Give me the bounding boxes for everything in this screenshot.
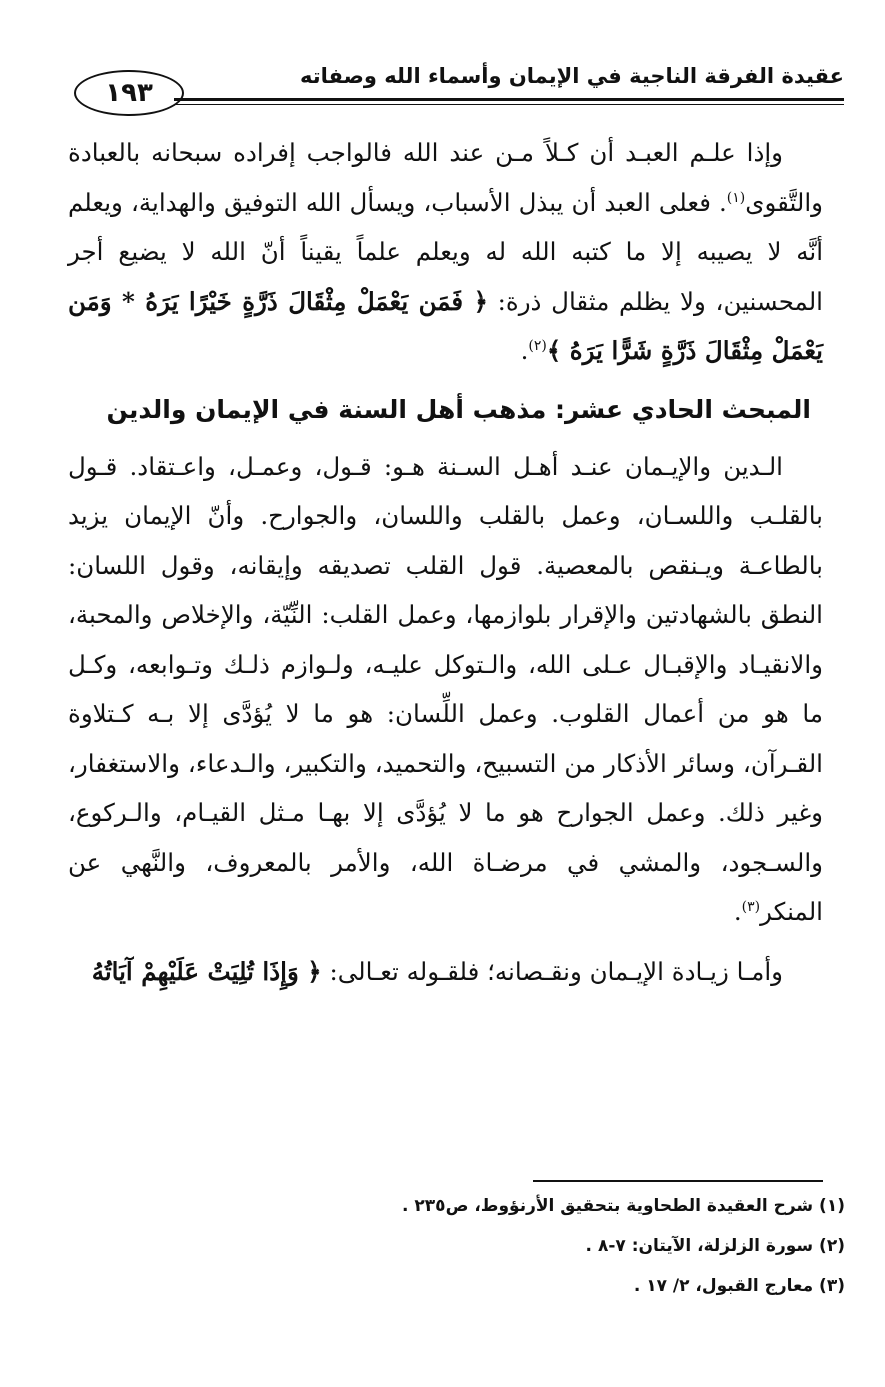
header-rule-thin	[174, 104, 844, 105]
header-rule	[174, 98, 844, 101]
paragraph-1-text-c: .	[520, 336, 529, 365]
body-text	[68, 128, 823, 996]
paragraph-1	[68, 128, 823, 376]
paragraph-2-text-a: الـدين والإيـمان عنـد أهـل السـنة هـو: قـول، وعمـل، واعـتقاد. قـول بالقلـب واللسـان، وعمل بالقلب واللسان، والجوارح. وأنّ الإيمان يزيد بالطاعـة ويـنقص بالمعصية. قول القلب تصديقه وإيقانه، وقول اللسان: النطق بالشهادتين والإقرار بلوازمها، وعمل القلب: النِّيّة، والإخلاص والمحبة، والانقيـاد والإقبـال عـلى الله، والـتوكل عليـه، ولـوازم ذلـك وتـوابعه، وكـل ما هو من أعمال القلوب. وعمل اللِّسان: هو ما لا يُؤدَّى إلا بـه كـتلاوة القـرآن، وسائر الأذكار من التسبيح، والتحميد، والتكبير، والـدعاء، والاستغفار، وغير ذلك. وعمل الجوارح هو ما لا يُؤدَّى إلا بهـا مـثل القيـام، والـركوع، والسـجود، والمشي في مرضـاة الله، والأمر بالمعروف، والنَّهي عن المنكر	[68, 451, 823, 926]
footnote-separator	[533, 1180, 823, 1182]
paragraph-1-text-b: . فعلى العبد أن يبذل الأسباب، ويسأل الله التوفيق والهداية، ويعلم أنَّه لا يصيبه إلا ما كتبه الله له ويعلم علماً يقيناً أنّ الله لا يضيع أجر المحسنين، ولا يظلم مثقال ذرة:	[68, 187, 823, 316]
page-number: ١٩٣	[74, 70, 184, 116]
quran-verse-2: ﴿ وَإِذَا تُلِيَتْ عَلَيْهِمْ آيَاتُهُ	[91, 956, 322, 986]
quran-verse-1: ﴿ فَمَن يَعْمَلْ مِثْقَالَ ذَرَّةٍ خَيْرًا يَرَهُ * وَمَن يَعْمَلْ مِثْقَالَ ذَرَّةٍ شَرًّا يَرَهُ ﴾	[68, 286, 823, 365]
paragraph-1-text-a: وإذا علـم العبـد أن كـلاً مـن عند الله فالواجب إفراده سبحانه بالعبادة والتَّقوى	[68, 138, 823, 217]
paragraph-2-text-b: .	[733, 897, 742, 926]
footnotes	[65, 1186, 845, 1306]
paragraph-3-text: وأمـا زيـادة الإيـمان ونقـصانه؛ فلقـوله تعـالى:	[321, 956, 783, 986]
footnote-3: (٣) معارج القبول، ٢/ ١٧ .	[633, 1276, 845, 1296]
section-heading: المبحث الحادي عشر: مذهب أهل السنة في الإيمان والدين	[106, 394, 811, 424]
footnote-ref-3: (٣)	[741, 898, 761, 915]
footnote-1: (١) شرح العقيدة الطحاوية بتحقيق الأرنؤوط، ص٢٣٥ .	[402, 1196, 845, 1216]
footnote-ref-1: (١)	[726, 189, 746, 206]
footnote-2: (٢) سورة الزلزلة، الآيتان: ٧-٨ .	[585, 1236, 845, 1256]
paragraph-2	[68, 442, 823, 937]
paragraph-3	[68, 947, 823, 997]
book-title: عقيدة الفرقة الناجية في الإيمان وأسماء الله وصفاته	[299, 64, 844, 88]
running-header	[74, 62, 844, 122]
footnote-ref-2: (٢)	[528, 337, 547, 354]
